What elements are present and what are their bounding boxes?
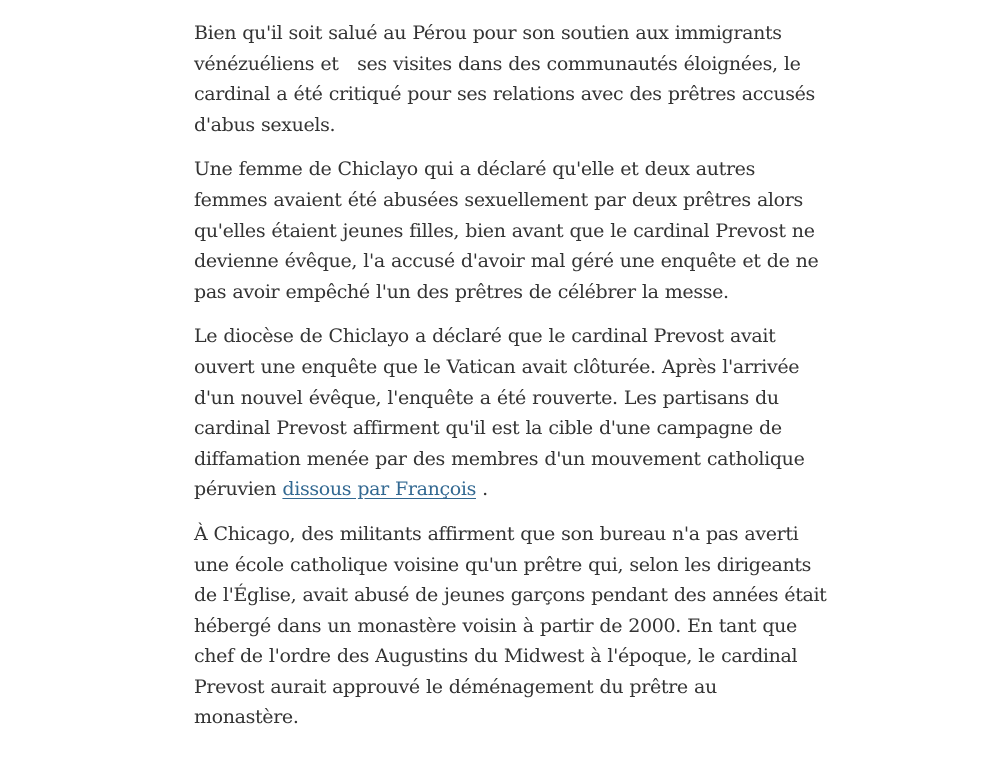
text-line: vénézuéliens et ses visites dans des communautés éloignées, le <box>194 52 801 75</box>
text-line: de l'Église, avait abusé de jeunes garçons pendant des années était <box>194 584 827 607</box>
text-line: une école catholique voisine qu'un prêtre qui, selon les dirigeants <box>194 553 812 576</box>
link-prefix-text: péruvien <box>194 478 283 501</box>
text-line: diffamation menée par des membres d'un mouvement catholique <box>194 447 805 470</box>
article-body <box>194 18 827 747</box>
text-line: Une femme de Chiclayo qui a déclaré qu'elle et deux autres <box>194 158 755 181</box>
text-line: pas avoir empêché l'un des prêtres de célébrer la messe. <box>194 280 729 303</box>
text-line: d'abus sexuels. <box>194 113 336 136</box>
paragraph-diocese-statement <box>194 321 814 505</box>
text-line: Prevost aurait approuvé le déménagement du prêtre au <box>194 675 717 698</box>
text-line: Bien qu'il soit salué au Pérou pour son soutien aux immigrants <box>194 22 782 44</box>
text-line: ouvert une enquête que le Vatican avait clôturée. Après l'arrivée <box>194 355 800 378</box>
paragraph-peru-support <box>194 18 814 140</box>
text-line: hébergé dans un monastère voisin à partir de 2000. En tant que <box>194 614 797 637</box>
text-line: monastère. <box>194 706 299 729</box>
text-line: d'un nouvel évêque, l'enquête a été rouverte. Les partisans du <box>194 386 779 409</box>
text-line: À Chicago, des militants affirment que son bureau n'a pas averti <box>194 522 799 545</box>
text-line: qu'elles étaient jeunes filles, bien avant que le cardinal Prevost ne <box>194 219 815 242</box>
dissous-par-francois-link[interactable]: dissous par François <box>282 478 476 501</box>
text-line: devienne évêque, l'a accusé d'avoir mal géré une enquête et de ne <box>194 250 819 273</box>
text-line: Le diocèse de Chiclayo a déclaré que le cardinal Prevost avait <box>194 325 776 348</box>
text-line: cardinal Prevost affirment qu'il est la cible d'une campagne de <box>194 417 782 440</box>
text-line: chef de l'ordre des Augustins du Midwest à l'époque, le cardinal <box>194 645 798 668</box>
text-line: femmes avaient été abusées sexuellement par deux prêtres alors <box>194 188 803 211</box>
text-line: cardinal a été critiqué pour ses relations avec des prêtres accusés <box>194 83 815 106</box>
text-line-with-link <box>194 474 814 505</box>
paragraph-chiclayo-accusation <box>194 154 819 307</box>
link-suffix-text: . <box>475 478 488 501</box>
paragraph-chicago-activists <box>194 519 827 733</box>
